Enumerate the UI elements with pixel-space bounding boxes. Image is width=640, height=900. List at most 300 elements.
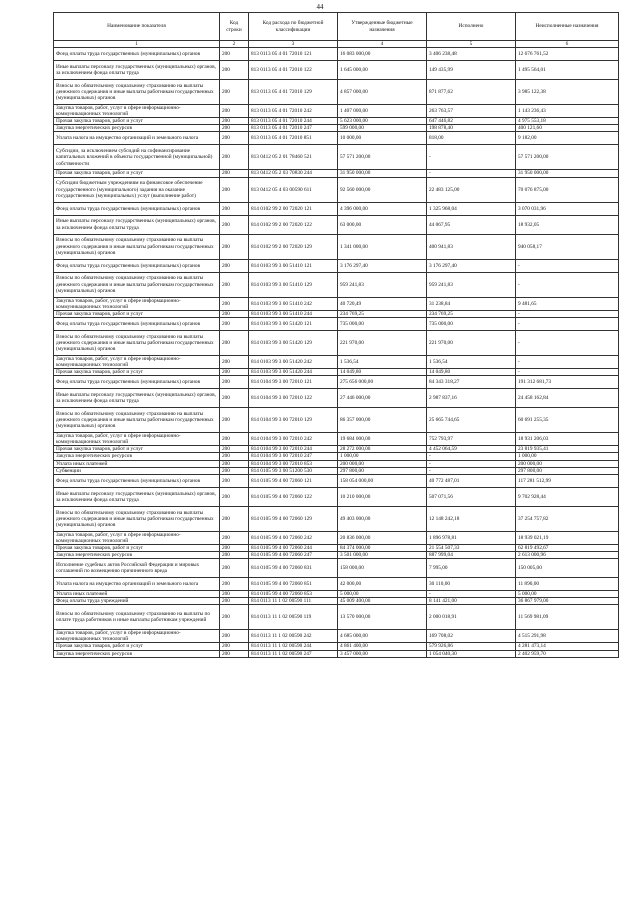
row-line-code: 200 <box>220 202 249 215</box>
row-classification-code: 813 0113 05 4 01 72010 129 <box>249 80 338 105</box>
table-row <box>54 118 619 125</box>
row-classification-code: 814 0105 99 4 00 72060 831 <box>249 559 338 578</box>
row-remaining-amount: 2 613 000,96 <box>516 551 619 558</box>
table-row <box>54 453 619 460</box>
row-approved-amount: 92 560 000,00 <box>338 177 427 202</box>
row-classification-code: 813 0113 05 4 01 72010 121 <box>249 48 338 61</box>
row-executed-amount: 4 452 064,59 <box>427 446 516 453</box>
col-number: 1 <box>54 41 220 48</box>
table-row <box>54 643 619 650</box>
row-classification-code: 814 0105 99 4 00 72060 853 <box>249 591 338 598</box>
row-classification-code: 814 0105 99 4 00 72060 129 <box>249 506 338 531</box>
row-line-code: 200 <box>220 578 249 591</box>
row-approved-amount: 13 570 000,00 <box>338 605 427 630</box>
row-name: Взносы по обязательному социальному страхованию на выплаты денежного содержания и иные выплаты работникам государственных (муниципальных) органов <box>54 506 220 531</box>
table-row <box>54 389 619 408</box>
row-remaining-amount: - <box>516 355 619 368</box>
row-executed-amount: 44 067,95 <box>427 215 516 234</box>
row-line-code: 200 <box>220 234 249 259</box>
row-executed-amount: 1 325 968,04 <box>427 202 516 215</box>
row-line-code: 200 <box>220 259 249 272</box>
row-classification-code: 814 0104 99 3 00 72010 129 <box>249 408 338 433</box>
row-remaining-amount: 36 867 979,00 <box>516 598 619 605</box>
row-line-code: 200 <box>220 317 249 330</box>
row-classification-code: 814 0105 99 4 00 72060 244 <box>249 544 338 551</box>
row-executed-amount: 507 071,56 <box>427 487 516 506</box>
row-remaining-amount: 400 121,60 <box>516 125 619 132</box>
row-line-code: 200 <box>220 272 249 297</box>
row-classification-code: 814 0104 99 3 00 72010 853 <box>249 460 338 467</box>
row-remaining-amount: 150 005,00 <box>516 559 619 578</box>
col-header-classification: Код расхода по бюджетной классификации <box>249 13 338 41</box>
row-approved-amount: 959 241,83 <box>338 272 427 297</box>
row-line-code: 200 <box>220 630 249 643</box>
row-executed-amount: 169 708,02 <box>427 630 516 643</box>
row-executed-amount: 25 665 744,65 <box>427 408 516 433</box>
row-executed-amount: - <box>427 591 516 598</box>
row-name: Закупка энергетических ресурсов <box>54 551 220 558</box>
col-header-line-code: Код строки <box>220 13 249 41</box>
row-name: Взносы по обязательному социальному страхованию на выплаты денежного содержания и иные выплаты работникам государственных (муниципальных) органов <box>54 272 220 297</box>
row-name: Прочая закупка товаров, работ и услуг <box>54 446 220 453</box>
row-remaining-amount: - <box>516 369 619 376</box>
row-remaining-amount: 37 254 757,82 <box>516 506 619 531</box>
row-executed-amount: 735 000,00 <box>427 317 516 330</box>
row-name: Уплата иных платежей <box>54 460 220 467</box>
row-executed-amount: - <box>427 145 516 170</box>
row-approved-amount: 28 272 000,00 <box>338 446 427 453</box>
row-executed-amount: 14 049,80 <box>427 369 516 376</box>
col-number: 3 <box>249 41 338 48</box>
table-row <box>54 598 619 605</box>
table-row <box>54 170 619 177</box>
row-remaining-amount: 18 939 021,19 <box>516 531 619 544</box>
row-name: Уплата иных платежей <box>54 591 220 598</box>
row-line-code: 200 <box>220 643 249 650</box>
row-executed-amount: 40 772 487,01 <box>427 474 516 487</box>
row-approved-amount: 5 000,00 <box>338 591 427 598</box>
row-remaining-amount: - <box>516 272 619 297</box>
table-row <box>54 605 619 630</box>
row-line-code: 200 <box>220 80 249 105</box>
row-approved-amount: 1 645 000,00 <box>338 61 427 80</box>
row-classification-code: 813 0412 05 2 01 78460 521 <box>249 145 338 170</box>
row-line-code: 200 <box>220 330 249 355</box>
row-remaining-amount: 4 281 473,14 <box>516 643 619 650</box>
table-row <box>54 234 619 259</box>
row-name: Фонд оплаты труда государственных (муниципальных) органов <box>54 202 220 215</box>
row-remaining-amount: 3 985 122,38 <box>516 80 619 105</box>
row-name: Уплата налога на имущество организаций и земельного налога <box>54 132 220 145</box>
row-line-code: 200 <box>220 551 249 558</box>
row-name: Уплата налога на имущество организаций и земельного налога <box>54 578 220 591</box>
row-name: Субсидии бюджетным учреждениям на финансовое обеспечение государственного (муниципального) задания на оказание государственных (муниципальных) услуг (выполнение работ) <box>54 177 220 202</box>
row-executed-amount: - <box>427 453 516 460</box>
row-name: Закупка энергетических ресурсов <box>54 453 220 460</box>
row-line-code: 200 <box>220 591 249 598</box>
row-remaining-amount: 23 819 935,41 <box>516 446 619 453</box>
row-executed-amount: 221 970,00 <box>427 330 516 355</box>
row-name: Фонд оплаты труда государственных (муниципальных) органов <box>54 376 220 389</box>
row-executed-amount: 31 238,84 <box>427 297 516 310</box>
row-remaining-amount: 31 950 000,00 <box>516 170 619 177</box>
row-executed-amount: 12 148 242,18 <box>427 506 516 531</box>
row-approved-amount: 10 210 000,00 <box>338 487 427 506</box>
row-name: Взносы по обязательному социальному страхованию на выплаты денежного содержания и иные выплаты работникам государственных (муниципальных) органов <box>54 234 220 259</box>
row-name: Взносы по обязательному социальному страхованию на выплаты по оплате труда работников и иные выплаты работникам учреждений <box>54 605 220 630</box>
row-name: Фонд оплаты труда государственных (муниципальных) органов <box>54 259 220 272</box>
row-executed-amount: 647 446,82 <box>427 118 516 125</box>
table-row <box>54 259 619 272</box>
row-classification-code: 814 0105 99 3 00 51200 530 <box>249 467 338 474</box>
row-classification-code: 814 0103 99 3 00 51420 244 <box>249 369 338 376</box>
row-remaining-amount: 62 819 492,67 <box>516 544 619 551</box>
table-row <box>54 105 619 118</box>
row-name: Закупка товаров, работ, услуг в сфере информационно-коммуникационных технологий <box>54 297 220 310</box>
row-line-code: 200 <box>220 531 249 544</box>
row-remaining-amount: - <box>516 330 619 355</box>
row-line-code: 200 <box>220 598 249 605</box>
row-line-code: 200 <box>220 355 249 368</box>
row-approved-amount: 84 374 000,00 <box>338 544 427 551</box>
row-name: Иные выплаты персоналу государственных (муниципальных) органов, за исключением фонда оплаты труда <box>54 487 220 506</box>
table-row <box>54 446 619 453</box>
row-line-code: 200 <box>220 118 249 125</box>
row-remaining-amount: 9 182,00 <box>516 132 619 145</box>
table-body <box>54 48 619 658</box>
row-approved-amount: 16 083 000,00 <box>338 48 427 61</box>
row-executed-amount: 84 343 318,27 <box>427 376 516 389</box>
row-remaining-amount: 9 481,65 <box>516 297 619 310</box>
row-remaining-amount: 18 931 206,03 <box>516 433 619 446</box>
table-row <box>54 132 619 145</box>
row-classification-code: 814 0104 99 3 00 72010 121 <box>249 376 338 389</box>
column-number-row <box>54 41 619 48</box>
table-row <box>54 145 619 170</box>
row-classification-code: 814 0104 99 3 00 72010 242 <box>249 433 338 446</box>
row-line-code: 200 <box>220 559 249 578</box>
row-remaining-amount: 117 281 512,99 <box>516 474 619 487</box>
row-name: Прочая закупка товаров, работ и услуг <box>54 118 220 125</box>
row-executed-amount: 579 926,86 <box>427 643 516 650</box>
table-row <box>54 355 619 368</box>
row-remaining-amount: - <box>516 310 619 317</box>
row-name: Субсидии, за исключением субсидий на софинансирование капитальных вложений в объекты государственной (муниципальной) собственности <box>54 145 220 170</box>
row-approved-amount: 221 970,00 <box>338 330 427 355</box>
table-row <box>54 591 619 598</box>
row-remaining-amount: 4 515 291,98 <box>516 630 619 643</box>
row-approved-amount: 49 403 000,00 <box>338 506 427 531</box>
row-name: Закупка энергетических ресурсов <box>54 650 220 657</box>
row-line-code: 200 <box>220 310 249 317</box>
row-line-code: 200 <box>220 487 249 506</box>
table-row <box>54 125 619 132</box>
row-approved-amount: 20 836 000,00 <box>338 531 427 544</box>
page-number: 44 <box>316 3 324 11</box>
row-executed-amount: 959 241,83 <box>427 272 516 297</box>
row-executed-amount: 263 763,57 <box>427 105 516 118</box>
row-name: Закупка энергетических ресурсов <box>54 125 220 132</box>
row-classification-code: 814 0103 99 3 00 51420 242 <box>249 355 338 368</box>
row-remaining-amount: 11 890,00 <box>516 578 619 591</box>
row-classification-code: 814 0102 99 2 00 72020 122 <box>249 215 338 234</box>
row-approved-amount: 3 176 297,40 <box>338 259 427 272</box>
table-row <box>54 467 619 474</box>
row-name: Прочая закупка товаров, работ и услуг <box>54 369 220 376</box>
row-classification-code: 814 0102 99 2 00 72020 129 <box>249 234 338 259</box>
row-executed-amount: - <box>427 460 516 467</box>
row-approved-amount: 158 054 000,00 <box>338 474 427 487</box>
table-row <box>54 272 619 297</box>
table-row <box>54 551 619 558</box>
row-classification-code: 814 0104 99 3 00 72010 247 <box>249 453 338 460</box>
row-line-code: 200 <box>220 48 249 61</box>
row-classification-code: 814 0113 11 1 02 00590 119 <box>249 605 338 630</box>
row-approved-amount: 297 800,00 <box>338 467 427 474</box>
row-executed-amount: 21 554 507,33 <box>427 544 516 551</box>
row-approved-amount: 234 769,25 <box>338 310 427 317</box>
row-name: Фонд оплаты труда государственных (муниципальных) органов <box>54 48 220 61</box>
row-approved-amount: 158 000,00 <box>338 559 427 578</box>
table-row <box>54 460 619 467</box>
row-executed-amount: 149 435,99 <box>427 61 516 80</box>
row-line-code: 200 <box>220 170 249 177</box>
row-approved-amount: 200 000,00 <box>338 460 427 467</box>
table-row <box>54 408 619 433</box>
row-classification-code: 814 0113 11 1 02 00590 244 <box>249 643 338 650</box>
table-row <box>54 650 619 657</box>
row-line-code: 200 <box>220 177 249 202</box>
row-approved-amount: 19 684 000,00 <box>338 433 427 446</box>
row-line-code: 200 <box>220 446 249 453</box>
col-number: 4 <box>338 41 427 48</box>
row-remaining-amount: - <box>516 317 619 330</box>
row-remaining-amount: 1 495 564,01 <box>516 61 619 80</box>
row-line-code: 200 <box>220 408 249 433</box>
row-name: Закупка товаров, работ, услуг в сфере информационно-коммуникационных технологий <box>54 531 220 544</box>
row-executed-amount: 1 896 978,81 <box>427 531 516 544</box>
row-executed-amount: 871 877,62 <box>427 80 516 105</box>
row-remaining-amount: 60 691 255,35 <box>516 408 619 433</box>
row-line-code: 200 <box>220 105 249 118</box>
row-remaining-amount: 9 702 928,44 <box>516 487 619 506</box>
row-approved-amount: 1 341 000,00 <box>338 234 427 259</box>
table-row <box>54 369 619 376</box>
row-line-code: 200 <box>220 506 249 531</box>
row-classification-code: 814 0103 99 3 00 51420 129 <box>249 330 338 355</box>
row-classification-code: 814 0104 99 3 00 72010 244 <box>249 446 338 453</box>
table-row <box>54 330 619 355</box>
row-approved-amount: 31 950 000,00 <box>338 170 427 177</box>
row-name: Исполнение судебных актов Российской Федерации и мировых соглашений по возмещению причиненного вреда <box>54 559 220 578</box>
col-header-remaining: Неисполненные назначения <box>516 13 619 41</box>
row-classification-code: 814 0103 99 3 00 51410 129 <box>249 272 338 297</box>
row-name: Взносы по обязательному социальному страхованию на выплаты денежного содержания и иные выплаты работникам государственных (муниципальных) органов <box>54 408 220 433</box>
row-approved-amount: 57 571 200,00 <box>338 145 427 170</box>
row-classification-code: 814 0105 99 4 00 72060 122 <box>249 487 338 506</box>
row-approved-amount: 1 407 000,00 <box>338 105 427 118</box>
row-name: Взносы по обязательному социальному страхованию на выплаты денежного содержания и иные выплаты работникам государственных (муниципальных) органов <box>54 330 220 355</box>
row-approved-amount: 735 000,00 <box>338 317 427 330</box>
row-name: Прочая закупка товаров, работ и услуг <box>54 170 220 177</box>
row-executed-amount: 22 483 125,00 <box>427 177 516 202</box>
budget-execution-table <box>53 12 619 658</box>
table-row <box>54 317 619 330</box>
row-classification-code: 813 0412 05 2 03 70830 244 <box>249 170 338 177</box>
row-approved-amount: 1 000,00 <box>338 453 427 460</box>
row-classification-code: 814 0103 99 3 00 51410 121 <box>249 259 338 272</box>
row-classification-code: 814 0104 99 3 00 72010 122 <box>249 389 338 408</box>
row-remaining-amount: 12 676 761,52 <box>516 48 619 61</box>
row-name: Закупка товаров, работ, услуг в сфере информационно-коммуникационных технологий <box>54 355 220 368</box>
table-row <box>54 630 619 643</box>
row-line-code: 200 <box>220 605 249 630</box>
row-line-code: 200 <box>220 389 249 408</box>
row-classification-code: 814 0105 99 4 00 72060 242 <box>249 531 338 544</box>
row-line-code: 200 <box>220 132 249 145</box>
row-remaining-amount: - <box>516 259 619 272</box>
row-classification-code: 814 0105 99 4 00 72060 247 <box>249 551 338 558</box>
table-row <box>54 531 619 544</box>
table-row <box>54 215 619 234</box>
row-approved-amount: 599 000,00 <box>338 125 427 132</box>
row-approved-amount: 4 396 000,00 <box>338 202 427 215</box>
row-remaining-amount: 940 058,17 <box>516 234 619 259</box>
table-row <box>54 48 619 61</box>
row-approved-amount: 275 656 000,00 <box>338 376 427 389</box>
row-classification-code: 814 0113 11 1 02 00590 242 <box>249 630 338 643</box>
row-name: Фонд оплаты труда государственных (муниципальных) органов <box>54 317 220 330</box>
row-approved-amount: 3 501 000,00 <box>338 551 427 558</box>
row-executed-amount: 30 110,00 <box>427 578 516 591</box>
row-line-code: 200 <box>220 544 249 551</box>
row-line-code: 200 <box>220 369 249 376</box>
row-classification-code: 814 0105 99 4 00 72060 121 <box>249 474 338 487</box>
row-executed-amount: 7 995,00 <box>427 559 516 578</box>
row-executed-amount: 752 793,97 <box>427 433 516 446</box>
row-classification-code: 814 0113 11 1 02 00590 247 <box>249 650 338 657</box>
table-row <box>54 310 619 317</box>
table-row <box>54 297 619 310</box>
table-row <box>54 376 619 389</box>
row-name: Прочая закупка товаров, работ и услуг <box>54 310 220 317</box>
row-executed-amount: 1 054 040,30 <box>427 650 516 657</box>
row-remaining-amount: 70 076 875,00 <box>516 177 619 202</box>
table-row <box>54 506 619 531</box>
row-approved-amount: 86 357 000,00 <box>338 408 427 433</box>
row-approved-amount: 3 457 000,00 <box>338 650 427 657</box>
row-name: Закупка товаров, работ, услуг в сфере информационно-коммуникационных технологий <box>54 630 220 643</box>
row-classification-code: 813 0113 05 4 01 72010 851 <box>249 132 338 145</box>
table-row <box>54 177 619 202</box>
row-executed-amount: 3 406 238,48 <box>427 48 516 61</box>
row-classification-code: 814 0103 99 3 00 51410 242 <box>249 297 338 310</box>
row-classification-code: 813 0113 05 4 01 72010 242 <box>249 105 338 118</box>
row-classification-code: 813 0113 05 4 01 72010 244 <box>249 118 338 125</box>
row-approved-amount: 40 720,49 <box>338 297 427 310</box>
row-classification-code: 814 0103 99 3 00 51410 244 <box>249 310 338 317</box>
row-executed-amount: 2 987 837,16 <box>427 389 516 408</box>
row-line-code: 200 <box>220 125 249 132</box>
row-name: Фонд оплаты труда государственных (муниципальных) органов <box>54 474 220 487</box>
col-number: 2 <box>220 41 249 48</box>
row-line-code: 200 <box>220 433 249 446</box>
row-name: Иные выплаты персоналу государственных (муниципальных) органов, за исключением фонда оплаты труда <box>54 61 220 80</box>
row-name: Фонд оплаты труда учреждений <box>54 598 220 605</box>
row-executed-amount: 1 536,54 <box>427 355 516 368</box>
table-row <box>54 487 619 506</box>
table-row <box>54 202 619 215</box>
row-remaining-amount: 11 569 981,09 <box>516 605 619 630</box>
row-line-code: 200 <box>220 145 249 170</box>
row-remaining-amount: 1 000,00 <box>516 453 619 460</box>
table-row <box>54 61 619 80</box>
row-classification-code: 814 0113 11 1 02 00590 111 <box>249 598 338 605</box>
row-line-code: 200 <box>220 61 249 80</box>
row-name: Закупка товаров, работ, услуг в сфере информационно-коммуникационных технологий <box>54 105 220 118</box>
col-header-approved: Утвержденные бюджетные назначения <box>338 13 427 41</box>
row-approved-amount: 4 685 000,00 <box>338 630 427 643</box>
row-executed-amount: 8 141 421,00 <box>427 598 516 605</box>
row-approved-amount: 27 446 000,00 <box>338 389 427 408</box>
row-approved-amount: 42 000,00 <box>338 578 427 591</box>
header-row <box>54 13 619 41</box>
row-remaining-amount: 3 070 031,96 <box>516 202 619 215</box>
row-name: Прочая закупка товаров, работ и услуг <box>54 544 220 551</box>
row-classification-code: 813 0412 05 4 03 00590 611 <box>249 177 338 202</box>
row-classification-code: 814 0105 99 4 00 72060 851 <box>249 578 338 591</box>
col-header-executed: Исполнено <box>427 13 516 41</box>
row-executed-amount: 234 769,25 <box>427 310 516 317</box>
row-classification-code: 813 0113 05 4 01 72010 122 <box>249 61 338 80</box>
table-row <box>54 559 619 578</box>
table-row <box>54 578 619 591</box>
col-header-name: Наименование показателя <box>54 13 220 41</box>
row-name: Закупка товаров, работ, услуг в сфере информационно-коммуникационных технологий <box>54 433 220 446</box>
row-remaining-amount: 1 143 236,43 <box>516 105 619 118</box>
row-classification-code: 814 0102 99 2 00 72020 121 <box>249 202 338 215</box>
row-remaining-amount: 297 800,00 <box>516 467 619 474</box>
row-executed-amount: 818,00 <box>427 132 516 145</box>
row-approved-amount: 14 049,80 <box>338 369 427 376</box>
table-row <box>54 474 619 487</box>
row-executed-amount: 400 941,83 <box>427 234 516 259</box>
col-number: 6 <box>516 41 619 48</box>
row-remaining-amount: 191 312 681,73 <box>516 376 619 389</box>
row-line-code: 200 <box>220 453 249 460</box>
row-line-code: 200 <box>220 297 249 310</box>
row-remaining-amount: 2 402 959,70 <box>516 650 619 657</box>
row-executed-amount: 2 000 018,91 <box>427 605 516 630</box>
row-name: Взносы по обязательному социальному страхованию на выплаты денежного содержания и иные выплаты работникам государственных (муниципальных) органов <box>54 80 220 105</box>
row-name: Субвенции <box>54 467 220 474</box>
row-approved-amount: 4 861 400,00 <box>338 643 427 650</box>
row-executed-amount: 3 176 297,40 <box>427 259 516 272</box>
row-name: Прочая закупка товаров, работ и услуг <box>54 643 220 650</box>
row-line-code: 200 <box>220 467 249 474</box>
row-remaining-amount: 57 571 200,00 <box>516 145 619 170</box>
table-row <box>54 80 619 105</box>
row-line-code: 200 <box>220 474 249 487</box>
table-row <box>54 433 619 446</box>
row-line-code: 200 <box>220 376 249 389</box>
row-approved-amount: 5 623 000,00 <box>338 118 427 125</box>
row-approved-amount: 10 000,00 <box>338 132 427 145</box>
row-remaining-amount: 24 458 162,84 <box>516 389 619 408</box>
row-executed-amount: - <box>427 170 516 177</box>
row-classification-code: 814 0103 99 3 00 51420 121 <box>249 317 338 330</box>
row-approved-amount: 63 000,00 <box>338 215 427 234</box>
